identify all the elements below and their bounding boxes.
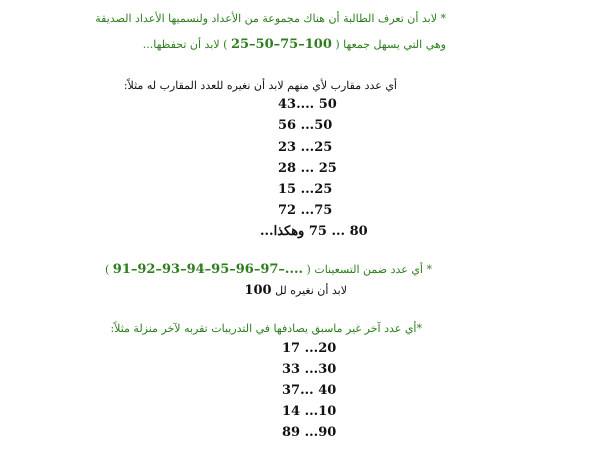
section1-pair-6: 72 ...75 [278,203,333,218]
section3-pair-3: 37... 40 [282,383,337,398]
section2-subline-text: لابد أن نغيره لل [275,284,347,297]
section2-heading-start: * أي عدد ضمن التسعينات ( [306,263,432,276]
intro-line-2 [143,38,446,52]
intro-line-2-start: وهي التي يسهل جمعها ( [335,38,446,51]
section1-pair-5: 15 ...25 [278,182,333,197]
section2-heading-end: ) [105,263,110,276]
intro-line-1-text: * لابد أن تعرف الطالبة أن هناك مجموعة من الأعداد ولنسميها الأعداد الصديقة [95,12,446,25]
nineties-numbers: 91–92–93–94–95–96–97–.... [112,262,304,277]
section2-hundred: 100 [244,283,272,298]
section1-heading [124,79,397,93]
section3-heading [110,322,422,336]
section3-heading-text: *أي عدد آخر غير ماسبق يصادفها في التدريبات تقربه لآخر منزلة مثلاً: [110,322,422,335]
section1-heading-text: أي عدد مقارب لأي منهم لابد أن نغيره للعدد المقارب له مثلاً: [123,79,397,92]
section1-pair-2: 56 ...50 [278,118,333,133]
intro-line-1 [95,12,446,26]
section1-pair-3: 23 ...25 [278,140,333,155]
section3-pair-5: 89 ...90 [282,425,337,440]
section1-pair-1: 43.... 50 [278,97,337,112]
section1-pair-7: 80 ... 75 وهكذا... [260,224,368,239]
friendly-numbers: 25–50–75–100 [230,37,332,52]
intro-line-2-end: ) لابد أن تحفظها... [142,38,228,51]
section1-pair-4: 28 ... 25 [278,161,337,176]
section2-subline [244,284,347,298]
section3-pair-4: 14 ...10 [282,404,337,419]
section3-pair-2: 33 ...30 [282,362,337,377]
section3-pair-1: 17 ...20 [282,341,337,356]
section2-heading [105,263,432,277]
